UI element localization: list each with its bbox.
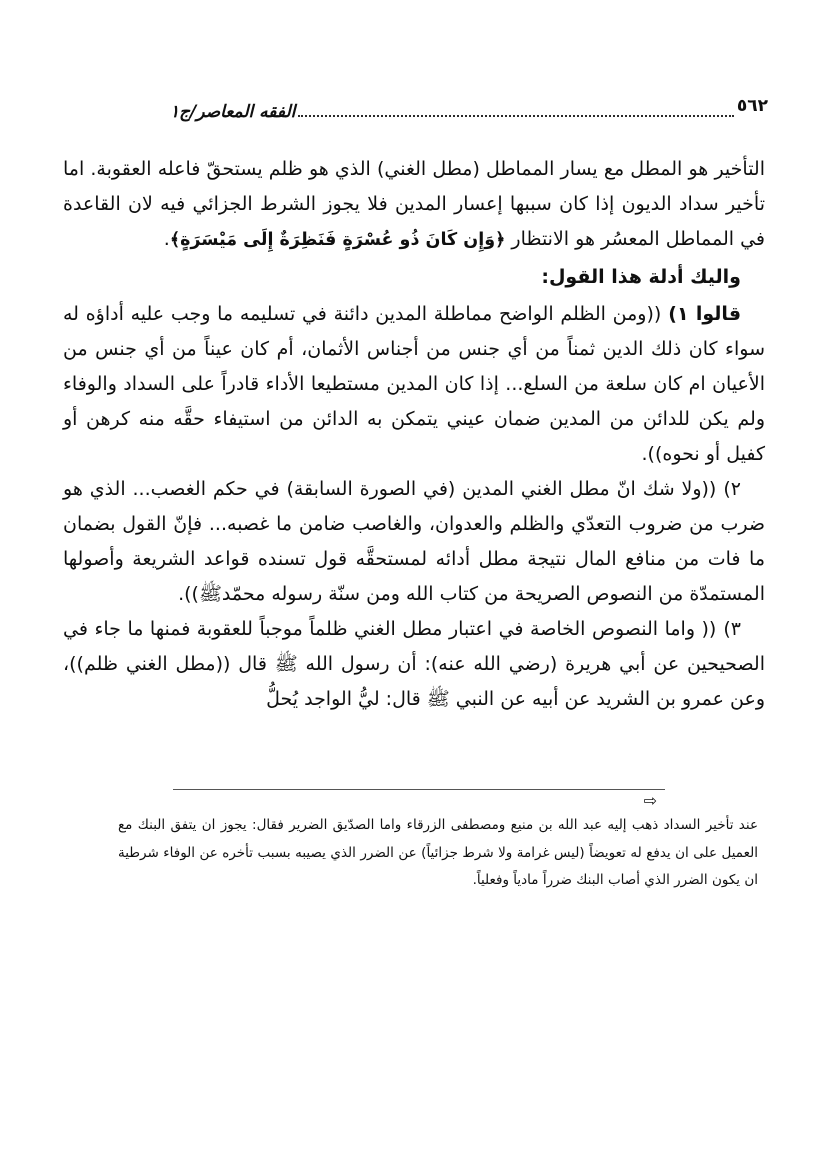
continuation-arrow-icon: ⇨ [643, 791, 657, 810]
page-body [63, 152, 765, 717]
section-heading: واليك أدلة هذا القول: [541, 266, 741, 288]
header-book-title: الفقه المعاصر/ج١ [170, 102, 296, 122]
argument-1-text: ((ومن الظلم الواضح مماطلة المدين دائنة في تسليمه ما وجب عليه أداؤه له سواء كان ذلك الدين ثمناً من أي جنس من أجناس الأثمان، أم كان عيناً من أي جنس من الأعيان ام كان سلعة من السلع... إذا كان المدين مستطيعا الأداء قادراً على السداد والوفاء ولم يكن للدائن من المدين ضمان عيني يتمكن به الدائن من استيفاء حقَّه منه كرهن أو كفيل أو نحوه)). [63, 303, 765, 465]
argument-2-text: ((ولا شك انّ مطل الغني المدين (في الصورة السابقة) في حكم الغصب... الذي هو ضرب من ضروب التعدّي والظلم والعدوان، والغاصب ضامن ما غصبه... فإنّ القول بضمان ما فات من منافع المال نتيجة مطل أدائه لمستحقَّه قول تسنده قواعد الشريعة وأصولها المستمدّة من النصوص الصريحة من كتاب الله ومن سنّة رسوله محمّدﷺ)). [63, 478, 765, 605]
intro-text-after-verse: . [163, 228, 170, 250]
header-dotted-leader [298, 114, 733, 117]
intro-text-before-verse: التأخير هو المطل مع يسار المماطل (مطل الغني) الذي هو ظلم يستحقّ فاعله العقوبة. اما تأخير سداد الديون إذا كان سببها إعسار المدين فلا يجوز الشرط الجزائي فيه لان القاعدة في المماطل المعسُر هو الانتظار [63, 158, 765, 250]
footnote-text: عند تأخير السداد ذهب إليه عبد الله بن منيع ومصطفى الزرقاء واما الصدّيق الضرير فقال: يجوز ان يتفق البنك مع العميل على ان يدفع له تعويضاً (ليس غرامة ولا شرط جزائياً) عن الضرر الذي يصيبه بسبب تأخره عن الوفاء شرطية ان يكون الضرر الذي أصاب البنك ضرراً مادياً وفعلياً. [118, 817, 758, 888]
argument-3-text: (( واما النصوص الخاصة في اعتبار مطل الغني ظلماً موجباً للعقوبة فمنها ما جاء في الصحيحين عن أبي هريرة (رضي الله عنه): أن رسول الله ﷺ قال ((مطل الغني ظلم))، وعن عمرو بن الشريد عن أبيه عن النبي ﷺ قال: ليُّ الواجد يُحلُّ [63, 618, 765, 710]
footnote-area [63, 789, 765, 895]
quran-verse: ﴿وَإِن كَانَ ذُو عُسْرَةٍ فَنَظِرَةٌ إِلَى مَيْسَرَةٍ﴾ [169, 230, 506, 250]
page-number: ٥٦٢ [736, 96, 768, 116]
argument-3-lead: ٣) [723, 618, 741, 640]
paragraph-argument-3 [63, 612, 765, 717]
paragraph-intro [63, 152, 765, 258]
page-header [60, 92, 768, 122]
paragraph-argument-2 [63, 472, 765, 612]
argument-2-lead: ٢) [723, 478, 741, 500]
paragraph-argument-1 [63, 297, 765, 472]
argument-1-lead: قالوا ١) [668, 303, 742, 325]
